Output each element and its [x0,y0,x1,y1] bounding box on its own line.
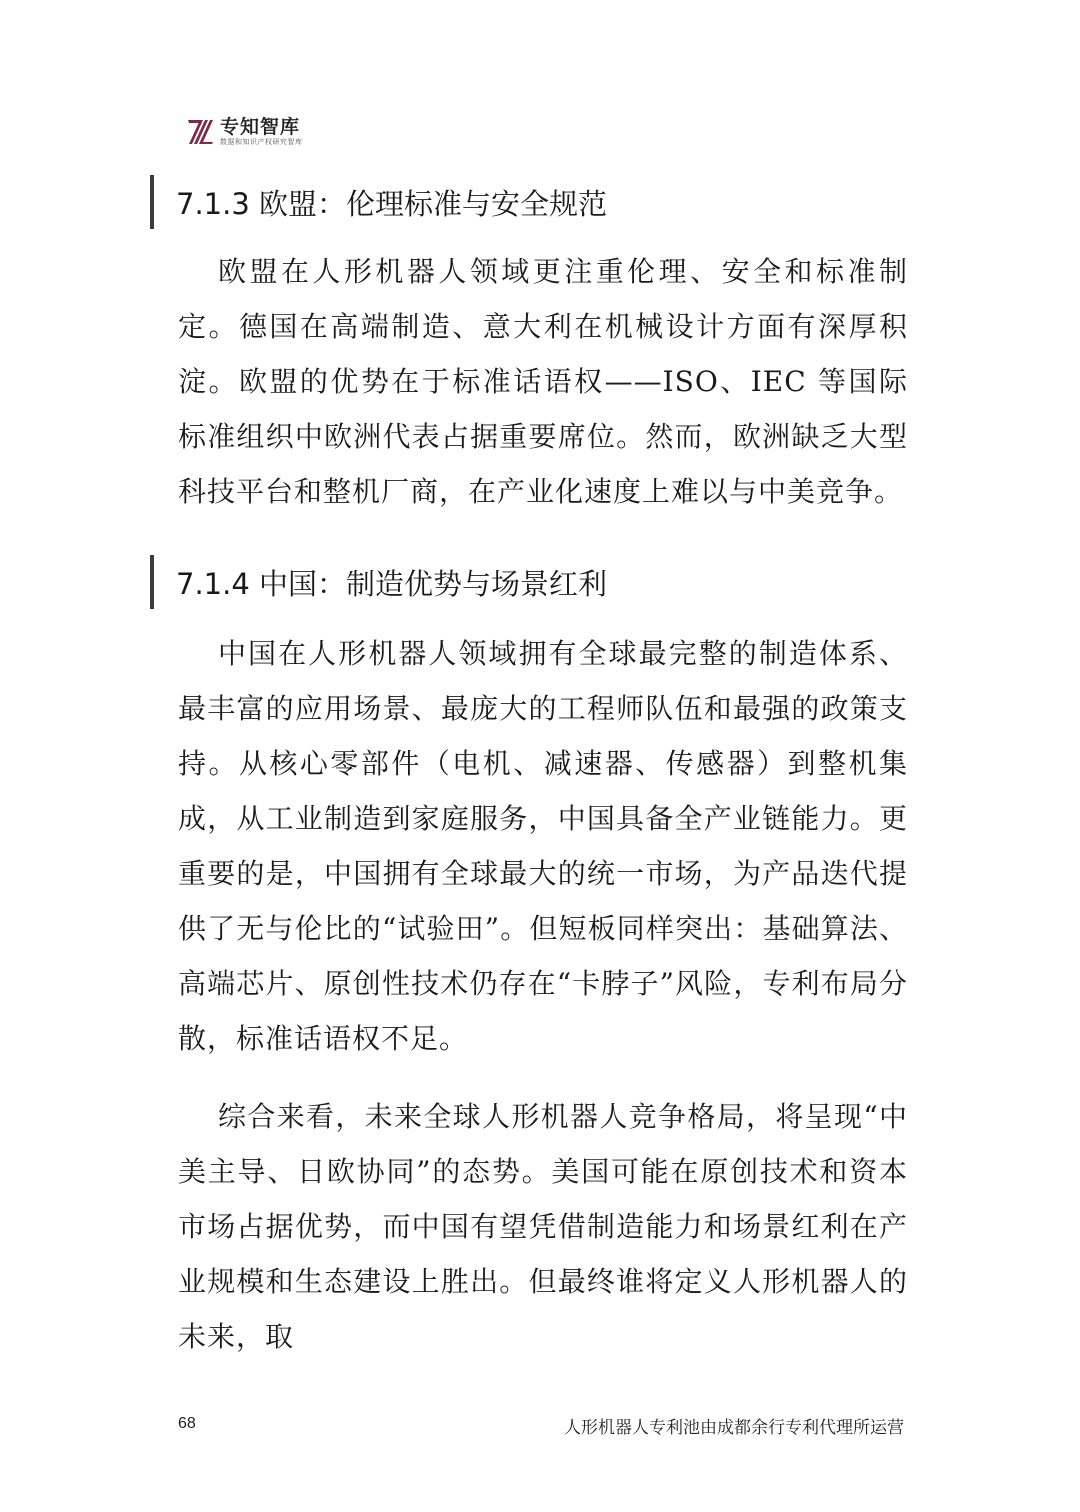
logo-subtitle: 数据和知识产权研究智库 [220,138,303,146]
section-heading-china: 7.1.4 中国：制造优势与场景红利 [150,555,607,609]
footer-text: 人形机器人专利池由成都余行专利代理所运营 [564,1418,904,1438]
paragraph-summary: 综合来看，未来全球人形机器人竞争格局，将呈现“中美主导、日欧协同”的态势。美国可能在原创技术和资本市场占据优势，而中国有望凭借制造能力和场景红利在产业规模和生态建设上胜出。但最终谁将定义人形机器人的未来，取 [178,1100,908,1353]
paragraph-eu: 欧盟在人形机器人领域更注重伦理、安全和标准制定。德国在高端制造、意大利在机械设计方面有深厚积淀。欧盟的优势在于标准话语权——ISO、IEC 等国际标准组织中欧洲代表占据重要席位。然而，欧洲缺乏大型科技平台和整机厂商，在产业化速度上难以与中美竞争。 [178,255,908,508]
logo-name: 专知智库 [220,116,301,138]
paragraph-china: 中国在人形机器人领域拥有全球最完整的制造体系、最丰富的应用场景、最庞大的工程师队伍和最强的政策支持。从核心零部件（电机、减速器、传感器）到整机集成，从工业制造到家庭服务，中国具备全产业链能力。更重要的是，中国拥有全球最大的统一市场，为产品迭代提供了无与伦比的“试验田”。但短板同样突出：基础算法、高端芯片、原创性技术仍存在“卡脖子”风险，专利布局分散，标准话语权不足。 [178,637,908,1055]
header-logo [186,116,303,150]
page-number: 68 [178,1415,196,1432]
logo-text [220,116,303,147]
zl-logo-mark-icon [186,118,216,146]
section-heading-eu: 7.1.3 欧盟：伦理标准与安全规范 [150,175,607,229]
